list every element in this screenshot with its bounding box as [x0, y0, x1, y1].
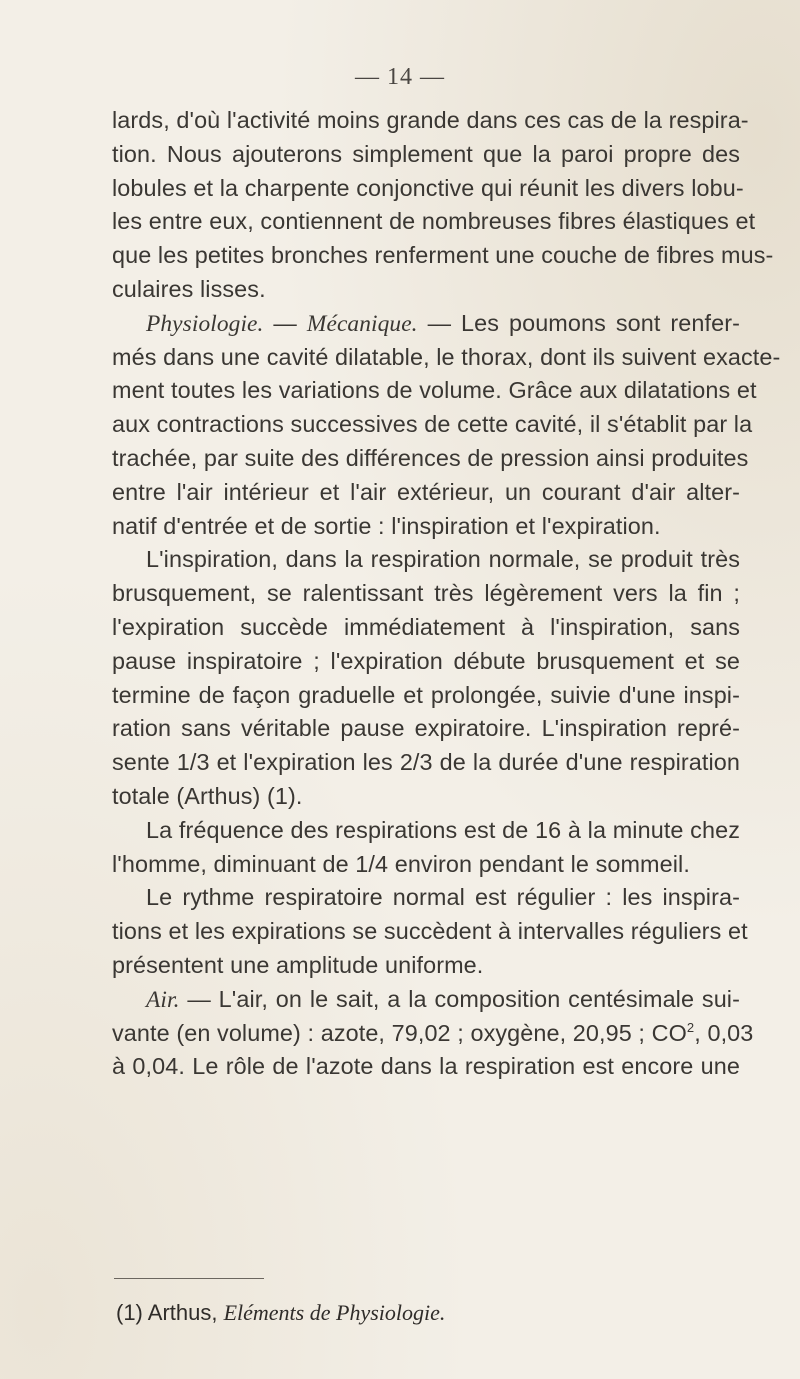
text-line: les entre eux, contiennent de nombreuses fibres élastiques et: [112, 208, 756, 235]
text-run: , 0,03: [694, 1019, 754, 1046]
section-heading-air: Air.: [146, 986, 180, 1013]
text-line: totale (Arthus) (1).: [112, 782, 303, 809]
text-line: ration sans véritable pause expiratoire. L'inspiration repré-: [112, 715, 740, 742]
text-line: culaires lisses.: [112, 275, 266, 302]
section-heading-physiologie: Physiologie.: [146, 310, 264, 337]
text-line: entre l'air intérieur et l'air extérieur, un courant d'air alter-: [112, 478, 740, 505]
paragraph-inspiration: [112, 543, 740, 813]
heading-separator: —: [263, 309, 307, 336]
text-line-heading: [112, 307, 740, 341]
text-run: — L'air, on le sait, a la composition centésimale sui-: [179, 985, 740, 1012]
text-line: l'expiration succède immédiatement à l'inspiration, sans: [112, 613, 740, 640]
text-line: l'homme, diminuant de 1/4 environ pendant le sommeil.: [112, 850, 690, 877]
text-line: ment toutes les variations de volume. Grâce aux dilatations et: [112, 377, 757, 404]
paragraph-air: [112, 983, 754, 1084]
text-line: sente 1/3 et l'expiration les 2/3 de la durée d'une respiration: [112, 749, 740, 776]
text-line: à 0,04. Le rôle de l'azote dans la respiration est encore une: [112, 1053, 740, 1080]
footnote-marker: (1) Arthus,: [116, 1300, 224, 1325]
text-run: — Les poumons sont renfer-: [417, 309, 740, 336]
text-line: Le rythme respiratoire normal est régulier : les inspira-: [146, 884, 740, 911]
paragraph-rythme: [112, 881, 748, 982]
page-number: — 14 —: [355, 64, 445, 90]
text-line: tion. Nous ajouterons simplement que la paroi propre des: [112, 140, 740, 167]
text-line: présentent une amplitude uniforme.: [112, 951, 484, 978]
text-line: La fréquence des respirations est de 16 à la minute chez: [146, 816, 740, 843]
text-line: lards, d'où l'activité moins grande dans ces cas de la respira-: [112, 107, 749, 133]
paragraph-lobules: [112, 104, 774, 307]
text-line: aux contractions successives de cette cavité, il s'établit par la: [112, 411, 753, 438]
text-line: termine de façon graduelle et prolongée, suivie d'une inspi-: [112, 681, 740, 708]
text-line: [112, 1017, 754, 1051]
text-line: trachée, par suite des différences de pression ainsi produites: [112, 444, 749, 471]
superscript: 2: [686, 1019, 695, 1035]
body-text: [112, 104, 781, 1084]
text-line-heading: [112, 983, 740, 1017]
text-line: que les petites bronches renferment une couche de fibres mus-: [112, 242, 774, 269]
footnote: [116, 1300, 445, 1326]
text-line: L'inspiration, dans la respiration normale, se produit très: [146, 546, 740, 573]
footnote-divider: [114, 1278, 264, 1279]
text-line: més dans une cavité dilatable, le thorax, dont ils suivent exacte-: [112, 343, 781, 370]
footnote-title: Eléments de Physiologie.: [223, 1300, 446, 1325]
text-line: pause inspiratoire ; l'expiration débute brusquement et se: [112, 647, 740, 674]
text-run: vante (en volume) : azote, 79,02 ; oxygène, 20,95 ; CO: [112, 1019, 687, 1046]
text-line: lobules et la charpente conjonctive qui réunit les divers lobu-: [112, 174, 744, 201]
text-line: natif d'entrée et de sortie : l'inspiration et l'expiration.: [112, 512, 661, 539]
section-heading-mecanique: Mécanique.: [306, 310, 418, 337]
text-line: brusquement, se ralentissant très légèrement vers la fin ;: [112, 580, 740, 607]
paragraph-frequence: [112, 814, 740, 882]
text-line: tions et les expirations se succèdent à intervalles réguliers et: [112, 918, 748, 945]
paragraph-physiologie: [112, 307, 781, 544]
